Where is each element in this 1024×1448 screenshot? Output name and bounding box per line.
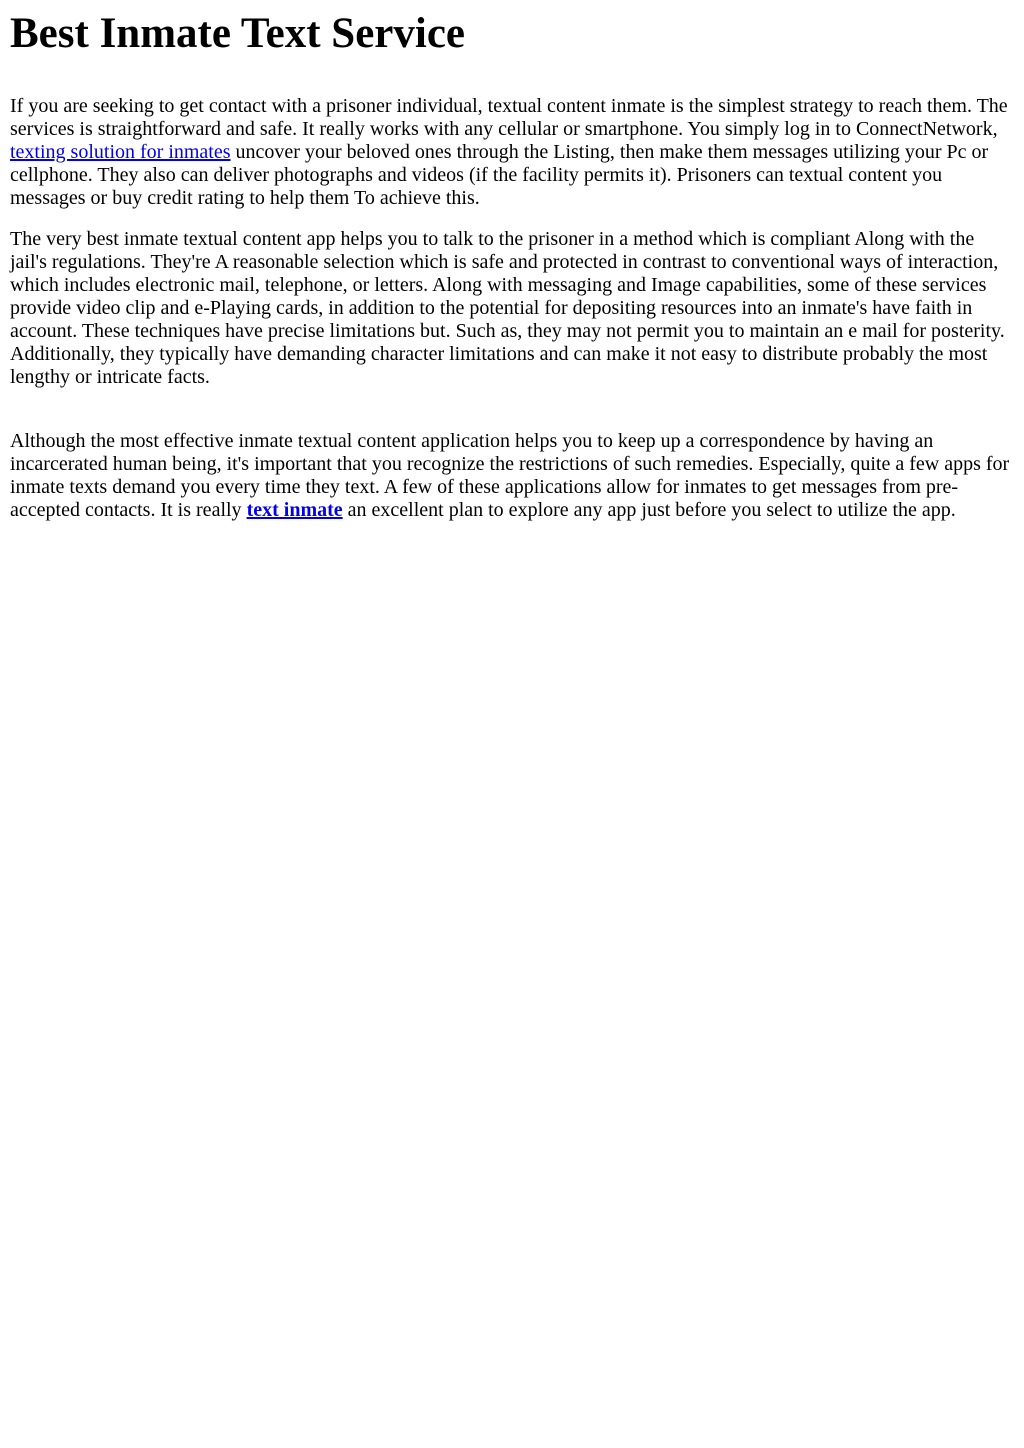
article-paragraph-1 bbox=[10, 95, 1014, 210]
paragraph-3-text-end: an excellent plan to explore any app just before you select to utilize the app. bbox=[342, 499, 956, 521]
paragraph-1-text-start: If you are seeking to get contact with a prisoner individual, textual content inmate is the simplest strategy to reach them. The services is straightforward and safe. It really works with any cellular or smartphone. You simply log in to ConnectNetwork, bbox=[10, 95, 1008, 140]
text-inmate-link[interactable]: text inmate bbox=[246, 499, 343, 521]
article-paragraph-2: The very best inmate textual content app helps you to talk to the prisoner in a method which is compliant Along with the jail's regulations. They're A reasonable selection which is safe and protected in contrast to conventional ways of interaction, which includes electronic mail, telephone, or letters. Along with messaging and Image capabilities, some of these services provide video clip and e-Playing cards, in addition to the potential for depositing resources into an inmate's have faith in account. These techniques have precise limitations but. Such as, they may not permit you to maintain an e mail for posterity. Additionally, they typically have demanding character limitations and can make it not easy to distribute probably the most lengthy or intricate facts. bbox=[10, 228, 1005, 388]
article-paragraph-3 bbox=[10, 430, 1014, 522]
texting-solution-link[interactable]: texting solution for inmates bbox=[10, 141, 231, 163]
page-title: Best Inmate Text Service bbox=[10, 10, 466, 57]
paragraph-1-text-end: uncover your beloved ones through the Listing, then make them messages utilizing your Pc or cellphone. They also can deliver photographs and videos (if the facility permits it). Prisoners can textual content you messages or buy credit rating to help them To achieve this. bbox=[10, 141, 989, 209]
paragraph-3-text-start: Although the most effective inmate textual content application helps you to keep up a correspondence by having an incarcerated human being, it's important that you recognize the restrictions of such remedies. Especially, quite a few apps for inmate texts demand you every time they text. A few of these applications allow for inmates to get messages from pre-accepted contacts. It is really bbox=[10, 430, 1010, 521]
